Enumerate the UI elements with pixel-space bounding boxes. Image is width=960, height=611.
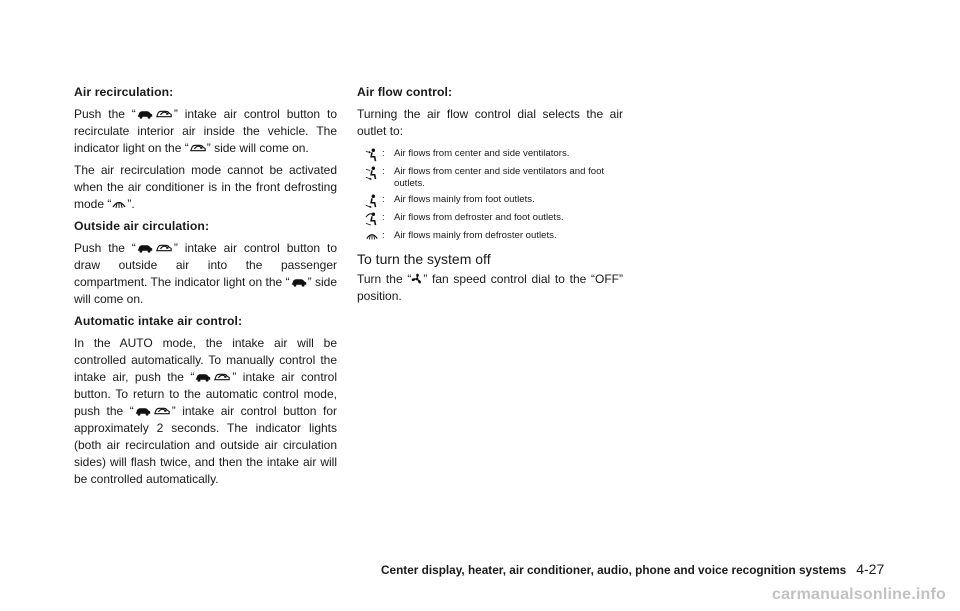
- air-flow-intro: Turning the air flow control dial selects the air outlet to:: [357, 107, 623, 138]
- intake-air-button-icon: [136, 108, 174, 120]
- right-column: [357, 84, 623, 310]
- flow-item-foot: : Air flows mainly from foot outlets.: [357, 194, 623, 208]
- fan-icon: [411, 273, 423, 285]
- watermark: carmanualsonline.info: [771, 586, 946, 603]
- intake-air-button-icon: [136, 242, 174, 254]
- automatic-intake-paragraph: In the AUTO mode, the intake air will be controlled automatically. To manually control the intake air, push the “ ” intake air control button. To return to the automatic control mode, push the “ ” intake air control button for approximately 2 seconds. The indicator lights (both air recirculation and outside air circulation sides) will flash twice, and then the intake air will be controlled automatically.: [74, 336, 337, 486]
- page-footer: [381, 561, 921, 577]
- outside-air-paragraph: Push the “ ” intake air control button to draw outside air into the passenger compartment. The indicator light on the “ ” side will come on.: [74, 241, 337, 306]
- flow-item-bi-level: : Air flows from center and side ventilators and foot outlets.: [357, 166, 623, 190]
- outside-air-icon: [290, 276, 308, 288]
- flow-item-defrost: : Air flows mainly from defroster outlets.: [357, 230, 623, 242]
- vent-mode-icon: [357, 148, 382, 162]
- foot-mode-icon: [357, 194, 382, 208]
- flow-item-defrost-foot: : Air flows from defroster and foot outlets.: [357, 212, 623, 226]
- page-number: 4-27: [856, 561, 885, 577]
- defrost-mode-icon: [357, 230, 382, 242]
- left-column: [74, 84, 337, 493]
- recirculation-icon: [189, 142, 207, 154]
- turn-off-heading: To turn the system off: [357, 251, 491, 267]
- front-defrost-icon: [111, 198, 127, 210]
- bi-level-mode-icon: [357, 166, 382, 190]
- automatic-intake-heading: Automatic intake air control:: [74, 314, 243, 328]
- air-flow-control-heading: Air flow control:: [357, 85, 453, 99]
- section-title: Center display, heater, air conditioner, audio, phone and voice recognition systems: [381, 563, 847, 577]
- intake-air-button-icon: [134, 405, 172, 417]
- outside-air-heading: Outside air circulation:: [74, 219, 210, 233]
- intake-air-button-icon: [194, 371, 232, 383]
- defrost-note-paragraph: The air recirculation mode cannot be activated when the air conditioner is in the front defrosting mode “ ”.: [74, 163, 337, 211]
- air-recirculation-paragraph: Push the “ ” intake air control button to recirculate interior air inside the vehicle. The indicator light on the “ ” side will come on.: [74, 107, 337, 155]
- turn-off-paragraph: Turn the “ ” fan speed control dial to the “OFF” position.: [357, 272, 624, 303]
- flow-item-vent: : Air flows from center and side ventilators.: [357, 148, 623, 162]
- air-recirculation-heading: Air recirculation:: [74, 85, 174, 99]
- defrost-foot-mode-icon: [357, 212, 382, 226]
